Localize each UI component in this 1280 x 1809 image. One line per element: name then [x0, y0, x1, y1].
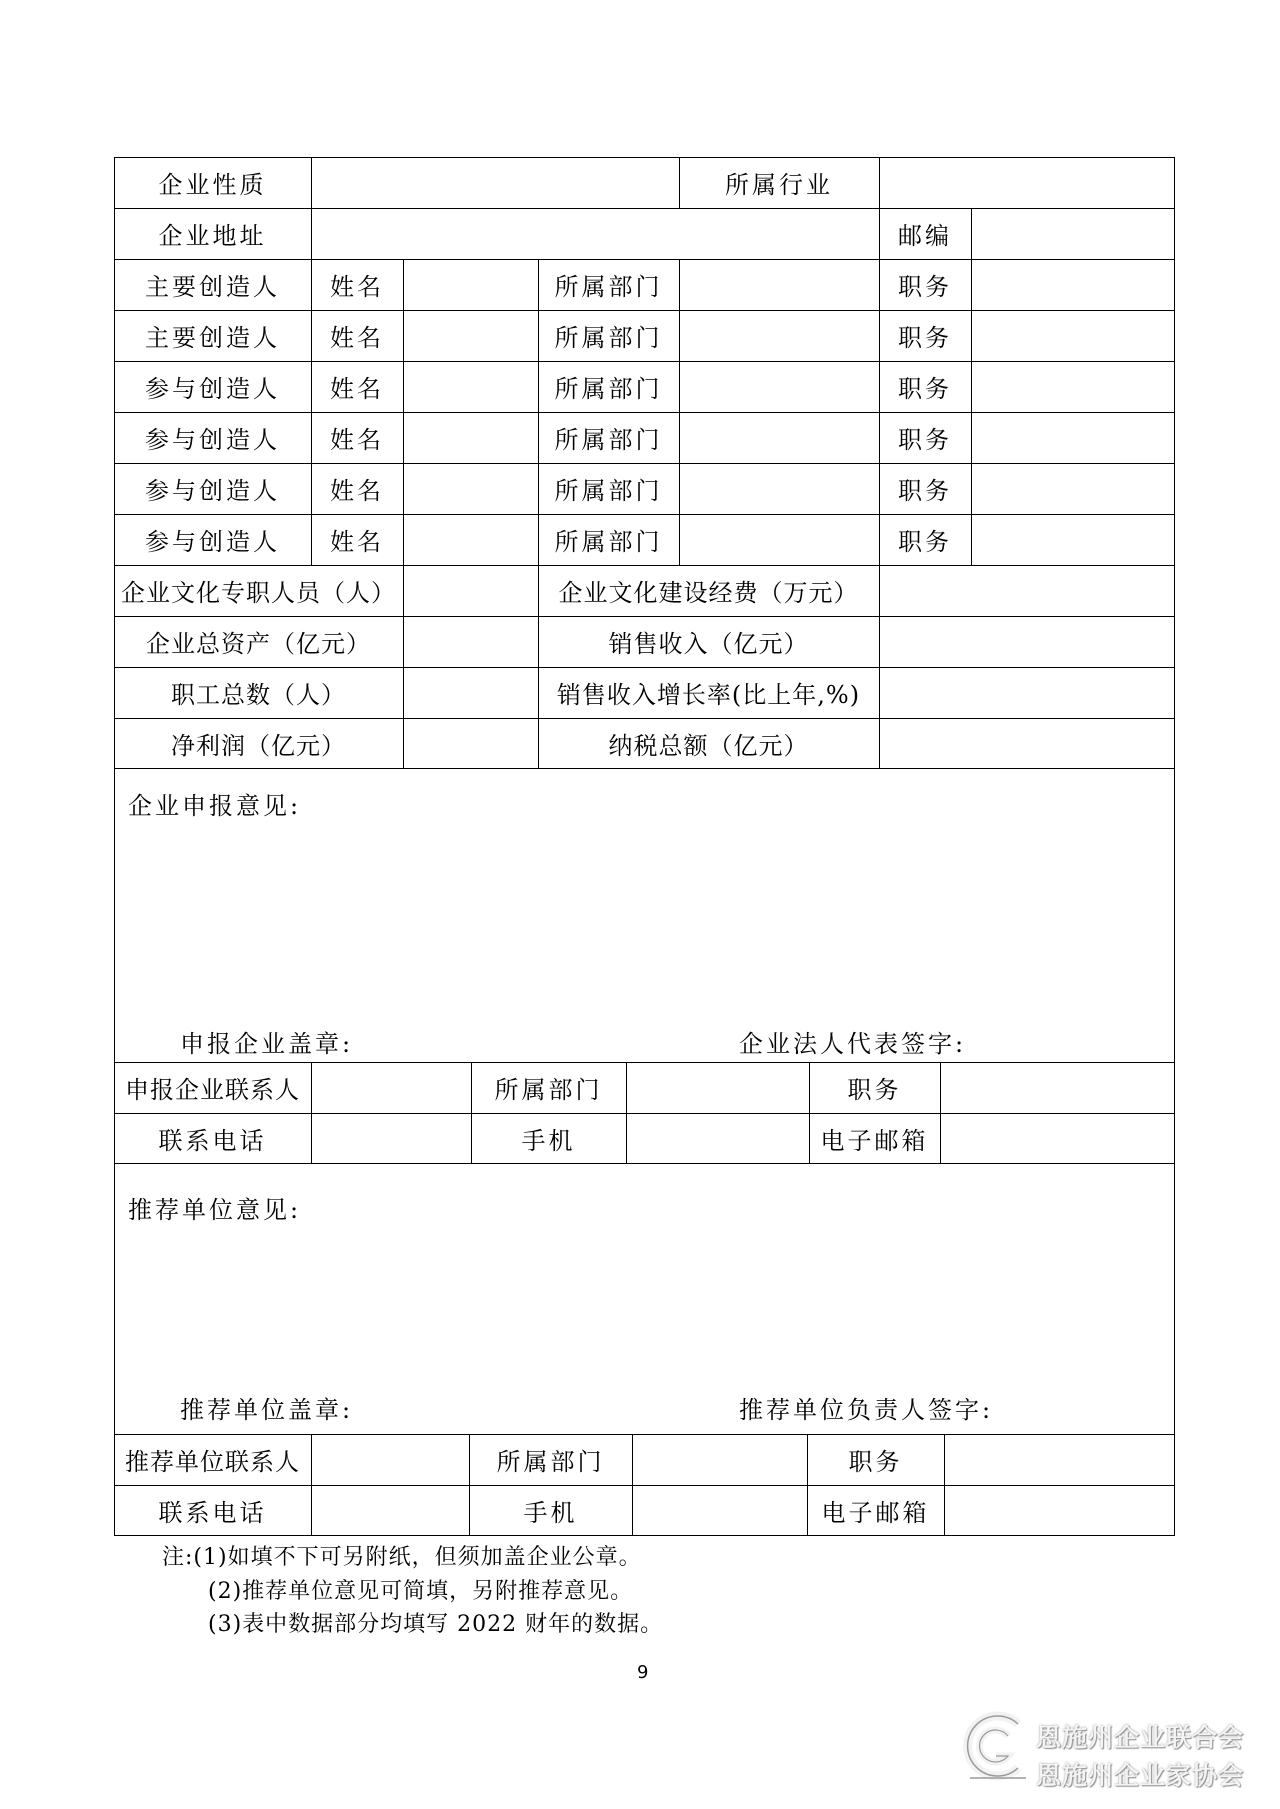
enterprise-opinion-title: 企业申报意见:: [128, 792, 302, 820]
person-name-label: 姓名: [330, 528, 384, 556]
culture-budget-field[interactable]: [879, 565, 1174, 616]
person-dept-field[interactable]: [679, 412, 879, 463]
enterprise-address-field[interactable]: [311, 208, 879, 259]
person-dept-field[interactable]: [679, 463, 879, 514]
enterprise-dept-label: 所属部门: [494, 1076, 603, 1104]
enterprise-phone-field[interactable]: [311, 1113, 471, 1163]
person-name-field[interactable]: [403, 310, 538, 361]
recommender-title-field[interactable]: [944, 1434, 1174, 1485]
recommender-email-field[interactable]: [944, 1485, 1174, 1535]
net-profit-field[interactable]: [403, 718, 538, 768]
person-role-label: 参与创造人: [145, 375, 280, 403]
enterprise-mobile-label: 手机: [521, 1126, 576, 1155]
person-name-label: 姓名: [330, 273, 384, 301]
industry-label: 所属行业: [725, 171, 833, 199]
recommender-opinion-title: 推荐单位意见:: [128, 1196, 302, 1224]
person-dept-field[interactable]: [679, 514, 879, 565]
person-name-label: 姓名: [330, 477, 384, 505]
person-title-label: 职务: [898, 477, 952, 505]
enterprise-nature-label: 企业性质: [158, 171, 267, 199]
recommender-email-label: 电子邮箱: [821, 1498, 930, 1527]
sales-revenue-label: 销售收入（亿元）: [608, 630, 809, 658]
person-dept-label: 所属部门: [554, 273, 663, 301]
person-title-field[interactable]: [971, 361, 1174, 412]
sales-revenue-field[interactable]: [879, 616, 1174, 667]
recommender-contact-field[interactable]: [311, 1434, 469, 1485]
person-name-label: 姓名: [330, 324, 384, 352]
enterprise-nature-field[interactable]: [311, 157, 679, 208]
recommender-title-label: 职务: [848, 1448, 903, 1476]
postcode-label: 邮编: [898, 222, 952, 250]
person-name-field[interactable]: [403, 514, 538, 565]
recommender-seal-label: 推荐单位盖章:: [180, 1396, 354, 1424]
note-line-1: 注:(1)如填不下可另附纸，但须加盖企业公章。: [162, 1545, 642, 1570]
person-dept-label: 所属部门: [554, 477, 663, 505]
person-role-label: 参与创造人: [145, 426, 280, 454]
enterprise-address-label: 企业地址: [158, 222, 267, 250]
person-title-label: 职务: [898, 528, 952, 556]
person-title-label: 职务: [898, 375, 952, 403]
enterprise-title-label: 职务: [847, 1076, 902, 1104]
person-name-label: 姓名: [330, 375, 384, 403]
recommender-mobile-label: 手机: [523, 1498, 578, 1527]
recommender-contact-label: 推荐单位联系人: [125, 1448, 300, 1476]
culture-staff-label: 企业文化专职人员（人）: [121, 579, 396, 607]
recommender-phone-field[interactable]: [311, 1485, 469, 1535]
total-tax-field[interactable]: [879, 718, 1174, 768]
enterprise-email-field[interactable]: [940, 1113, 1174, 1163]
enterprise-title-field[interactable]: [940, 1062, 1174, 1113]
enterprise-phone-label: 联系电话: [158, 1126, 267, 1155]
total-tax-label: 纳税总额（亿元）: [608, 731, 809, 760]
enterprise-contact-field[interactable]: [311, 1062, 471, 1113]
person-dept-label: 所属部门: [554, 426, 663, 454]
employee-count-field[interactable]: [403, 667, 538, 718]
person-role-label: 参与创造人: [145, 477, 280, 505]
person-name-field[interactable]: [403, 259, 538, 310]
enshi-federation-logo-icon: [956, 1706, 1032, 1786]
person-title-label: 职务: [898, 324, 952, 352]
person-name-label: 姓名: [330, 426, 384, 454]
enterprise-email-label: 电子邮箱: [820, 1126, 929, 1155]
person-role-label: 主要创造人: [145, 273, 280, 301]
revenue-growth-label: 销售收入增长率(比上年,%): [556, 681, 861, 709]
recommender-mobile-field[interactable]: [632, 1485, 807, 1535]
enterprise-seal-label: 申报企业盖章:: [180, 1030, 354, 1058]
enterprise-dept-field[interactable]: [626, 1062, 809, 1113]
note-line-2: (2)推荐单位意见可简填，另附推荐意见。: [208, 1579, 634, 1604]
person-dept-field[interactable]: [679, 310, 879, 361]
recommender-phone-label: 联系电话: [158, 1498, 267, 1527]
person-name-field[interactable]: [403, 412, 538, 463]
watermark-line-2: 恩施州企业家协会: [1036, 1761, 1245, 1790]
enterprise-mobile-field[interactable]: [626, 1113, 809, 1163]
person-dept-label: 所属部门: [554, 324, 663, 352]
person-title-field[interactable]: [971, 514, 1174, 565]
person-dept-field[interactable]: [679, 361, 879, 412]
total-assets-label: 企业总资产（亿元）: [146, 630, 371, 658]
person-dept-label: 所属部门: [554, 375, 663, 403]
person-title-field[interactable]: [971, 259, 1174, 310]
person-name-field[interactable]: [403, 361, 538, 412]
watermark-line-1: 恩施州企业联合会: [1036, 1723, 1245, 1752]
legal-rep-signature-label: 企业法人代表签字:: [739, 1030, 967, 1058]
revenue-growth-field[interactable]: [879, 667, 1174, 718]
person-dept-field[interactable]: [679, 259, 879, 310]
culture-staff-field[interactable]: [403, 565, 538, 616]
person-name-field[interactable]: [403, 463, 538, 514]
person-title-field[interactable]: [971, 412, 1174, 463]
person-title-field[interactable]: [971, 310, 1174, 361]
enterprise-contact-label: 申报企业联系人: [125, 1076, 300, 1104]
person-role-label: 参与创造人: [145, 528, 280, 556]
net-profit-label: 净利润（亿元）: [171, 731, 346, 760]
person-role-label: 主要创造人: [145, 324, 280, 352]
page-number: 9: [637, 1662, 649, 1683]
total-assets-field[interactable]: [403, 616, 538, 667]
industry-field[interactable]: [879, 157, 1174, 208]
person-title-field[interactable]: [971, 463, 1174, 514]
person-title-label: 职务: [898, 273, 952, 301]
employee-count-label: 职工总数（人）: [171, 681, 346, 709]
culture-budget-label: 企业文化建设经费（万元）: [558, 579, 859, 607]
recommender-dept-field[interactable]: [632, 1434, 807, 1485]
recommender-head-signature-label: 推荐单位负责人签字:: [739, 1396, 994, 1424]
postcode-field[interactable]: [971, 208, 1174, 259]
recommender-dept-label: 所属部门: [496, 1448, 605, 1476]
person-title-label: 职务: [898, 426, 952, 454]
person-dept-label: 所属部门: [554, 528, 663, 556]
watermark: [956, 1706, 1276, 1804]
note-line-3: (3)表中数据部分均填写 2022 财年的数据。: [208, 1612, 664, 1637]
